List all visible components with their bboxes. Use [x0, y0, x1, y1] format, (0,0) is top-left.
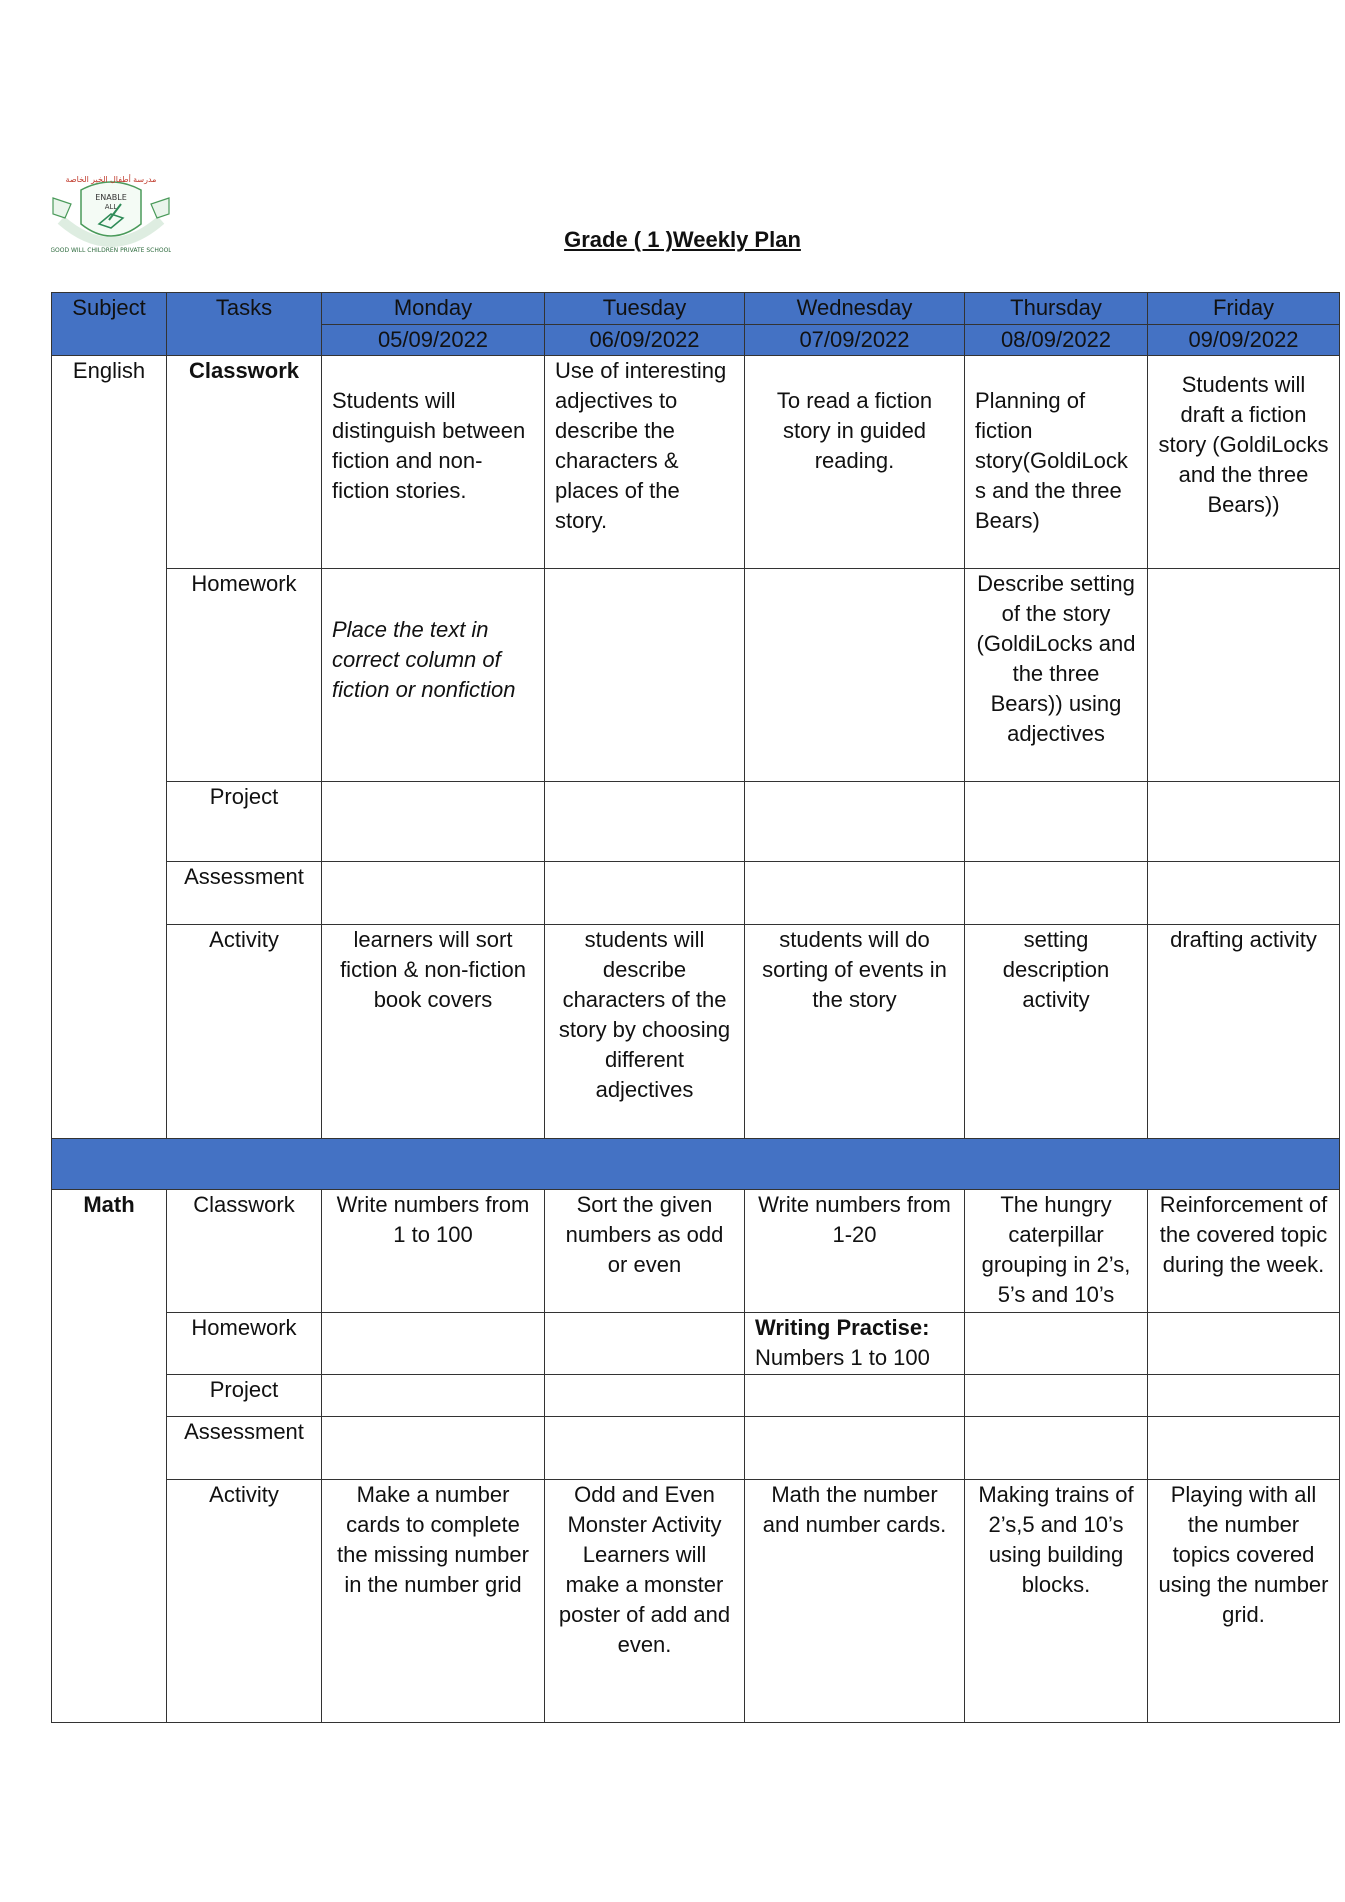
logo-arabic-text: مدرسة أطفال الخير الخاصة — [65, 175, 157, 184]
english-classwork-row — [52, 356, 1340, 569]
task-label: Homework — [167, 1313, 322, 1375]
task-label: Assessment — [167, 1417, 322, 1480]
cell-english-project-monday — [322, 782, 545, 862]
cell-english-classwork-friday: Students will draft a fiction story (GoldiLocks and the three Bears)) — [1148, 356, 1340, 569]
cell-math-activity-tuesday: Odd and Even Monster Activity Learners will make a monster poster of add and even. — [545, 1480, 745, 1723]
task-label: Project — [167, 1375, 322, 1417]
cell-math-activity-friday: Playing with all the number topics covered using the number grid. — [1148, 1480, 1340, 1723]
english-project-row — [52, 782, 1340, 862]
header-date-thursday: 08/09/2022 — [965, 325, 1148, 356]
cell-math-project-thursday — [965, 1375, 1148, 1417]
subject-separator-row — [52, 1139, 1340, 1190]
header-day-thursday: Thursday — [965, 293, 1148, 325]
cell-math-project-friday — [1148, 1375, 1340, 1417]
cell-english-homework-friday — [1148, 569, 1340, 782]
cell-math-project-tuesday — [545, 1375, 745, 1417]
cell-english-project-friday — [1148, 782, 1340, 862]
writing-practise-label: Writing Practise: — [755, 1315, 930, 1340]
cell-english-activity-monday: learners will sort fiction & non-fiction book covers — [322, 925, 545, 1139]
task-label: Classwork — [167, 1190, 322, 1313]
cell-math-classwork-wednesday: Write numbers from 1-20 — [745, 1190, 965, 1313]
english-assessment-row — [52, 862, 1340, 925]
task-label: Activity — [167, 1480, 322, 1723]
cell-math-assessment-friday — [1148, 1417, 1340, 1480]
cell-english-activity-thursday: setting description activity — [965, 925, 1148, 1139]
header-day-tuesday: Tuesday — [545, 293, 745, 325]
writing-practise-text: Numbers 1 to 100 — [755, 1345, 930, 1370]
header-row-days — [52, 293, 1340, 325]
header-date-wednesday: 07/09/2022 — [745, 325, 965, 356]
header-subject: Subject — [52, 293, 167, 356]
logo-motto-1: ENABLE — [95, 193, 127, 202]
cell-math-homework-thursday — [965, 1313, 1148, 1375]
cell-english-homework-tuesday — [545, 569, 745, 782]
weekly-plan-table — [51, 292, 1340, 1723]
math-assessment-row — [52, 1417, 1340, 1480]
cell-english-assessment-tuesday — [545, 862, 745, 925]
cell-math-assessment-monday — [322, 1417, 545, 1480]
cell-english-classwork-monday: Students will distinguish between fiction and non-fiction stories. — [322, 356, 545, 569]
separator-bar — [52, 1139, 1340, 1190]
cell-english-homework-thursday: Describe setting of the story (GoldiLocks and the three Bears)) using adjectives — [965, 569, 1148, 782]
cell-math-assessment-tuesday — [545, 1417, 745, 1480]
cell-math-classwork-tuesday: Sort the given numbers as odd or even — [545, 1190, 745, 1313]
header-date-monday: 05/09/2022 — [322, 325, 545, 356]
cell-english-homework-wednesday — [745, 569, 965, 782]
cell-english-activity-tuesday: students will describe characters of the story by choosing different adjectives — [545, 925, 745, 1139]
header-day-friday: Friday — [1148, 293, 1340, 325]
cell-english-classwork-wednesday: To read a fiction story in guided reading. — [745, 356, 965, 569]
page-title-text: Grade ( 1 )Weekly Plan — [564, 227, 801, 252]
cell-math-activity-monday: Make a number cards to complete the missing number in the number grid — [322, 1480, 545, 1723]
cell-math-homework-wednesday — [745, 1313, 965, 1375]
cell-math-homework-tuesday — [545, 1313, 745, 1375]
cell-english-activity-wednesday: students will do sorting of events in the story — [745, 925, 965, 1139]
cell-math-project-wednesday — [745, 1375, 965, 1417]
cell-english-assessment-wednesday — [745, 862, 965, 925]
english-activity-row — [52, 925, 1340, 1139]
header-date-tuesday: 06/09/2022 — [545, 325, 745, 356]
cell-english-assessment-thursday — [965, 862, 1148, 925]
header-date-friday: 09/09/2022 — [1148, 325, 1340, 356]
task-label: Assessment — [167, 862, 322, 925]
cell-math-project-monday — [322, 1375, 545, 1417]
cell-math-assessment-wednesday — [745, 1417, 965, 1480]
math-homework-row — [52, 1313, 1340, 1375]
cell-math-activity-thursday: Making trains of 2’s,5 and 10’s using building blocks. — [965, 1480, 1148, 1723]
cell-english-project-tuesday — [545, 782, 745, 862]
header-tasks: Tasks — [167, 293, 322, 356]
task-label: Homework — [167, 569, 322, 782]
logo-motto-2: ALL — [104, 203, 118, 211]
cell-english-classwork-tuesday: Use of interesting adjectives to describe the characters & places of the story. — [545, 356, 745, 569]
cell-english-assessment-monday — [322, 862, 545, 925]
cell-english-project-wednesday — [745, 782, 965, 862]
logo-school-name: GOOD WILL CHILDREN PRIVATE SCHOOL — [51, 247, 171, 254]
cell-math-assessment-thursday — [965, 1417, 1148, 1480]
header-day-monday: Monday — [322, 293, 545, 325]
cell-english-assessment-friday — [1148, 862, 1340, 925]
cell-math-homework-monday — [322, 1313, 545, 1375]
cell-english-activity-friday: drafting activity — [1148, 925, 1340, 1139]
cell-math-homework-friday — [1148, 1313, 1340, 1375]
cell-math-classwork-monday: Write numbers from 1 to 100 — [322, 1190, 545, 1313]
header-day-wednesday: Wednesday — [745, 293, 965, 325]
cell-english-homework-monday: Place the text in correct column of fiction or nonfiction — [322, 569, 545, 782]
cell-math-activity-wednesday: Math the number and number cards. — [745, 1480, 965, 1723]
subject-english: English — [52, 356, 167, 1139]
math-activity-row — [52, 1480, 1340, 1723]
task-label: Project — [167, 782, 322, 862]
math-project-row — [52, 1375, 1340, 1417]
cell-english-project-thursday — [965, 782, 1148, 862]
page-title — [0, 227, 1345, 253]
english-homework-row — [52, 569, 1340, 782]
task-label: Activity — [167, 925, 322, 1139]
task-label: Classwork — [167, 356, 322, 569]
math-classwork-row — [52, 1190, 1340, 1313]
subject-math: Math — [52, 1190, 167, 1723]
cell-english-classwork-thursday: Planning of fiction story(GoldiLocks and the three Bears) — [965, 356, 1148, 569]
cell-math-classwork-thursday: The hungry caterpillar grouping in 2’s, 5’s and 10’s — [965, 1190, 1148, 1313]
cell-math-classwork-friday: Reinforcement of the covered topic during the week. — [1148, 1190, 1340, 1313]
